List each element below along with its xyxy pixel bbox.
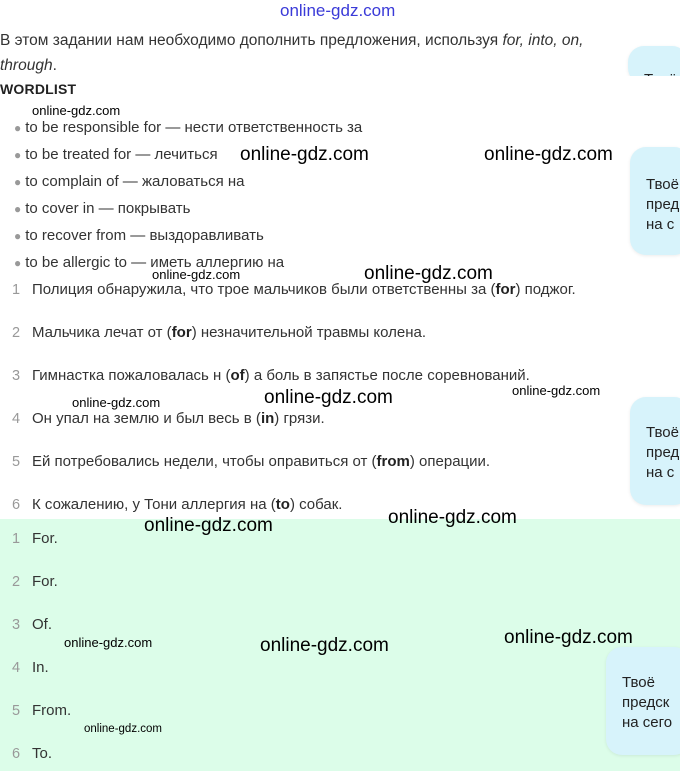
answer: For. [32,530,58,547]
bullet-icon: ● [14,229,22,243]
watermark: online-gdz.com [388,507,517,528]
sentence-number: 3 [12,368,21,384]
wordlist-item: ● to recover from — выздоравливать [14,227,264,244]
bubble-text: Твоё [622,674,655,691]
sentence-number: 5 [12,454,21,470]
answer: To. [32,745,53,762]
watermark: online-gdz.com [504,627,633,648]
sentence: Он упал на землю и был весь в (in) грязи. [32,410,325,427]
bullet-icon: ● [14,175,22,189]
bubble-text: Твоё [646,424,679,441]
watermark: online-gdz.com [32,103,121,118]
bubble-text: Твоё [646,176,679,193]
answer-number: 5 [12,703,21,719]
sentence: Мальчика лечат от (for) незначительной травмы колена. [32,324,427,341]
watermark: online-gdz.com [260,635,389,656]
answer-number: 4 [12,660,21,676]
watermark: online-gdz.com [72,395,161,410]
bubble-text: на с [646,216,675,233]
wordlist-item: ● to be responsible for — нести ответственность за [14,119,363,136]
answer: From. [32,702,72,719]
bubble-text: предск [622,694,670,711]
watermark: online-gdz.com [280,1,396,20]
sentence-answer: for [495,281,516,298]
answer-number: 3 [12,617,21,633]
bubble-text: на с [646,464,675,481]
answer: For. [32,573,58,590]
wordlist-item: ● to be treated for — лечиться [14,146,218,163]
sentence-number: 2 [12,325,21,341]
sentence-number: 6 [12,497,21,513]
watermark: online-gdz.com [144,515,273,536]
watermark: online-gdz.com [364,263,493,284]
wordlist-item: ● to cover in — покрывать [14,200,191,217]
sentence-number: 1 [12,282,21,298]
sentence-answer: to [275,496,290,513]
answer: In. [32,659,49,676]
sentence-answer: for [171,324,192,341]
watermark: online-gdz.com [240,144,369,165]
bullet-icon: ● [14,256,22,270]
watermark: online-gdz.com [64,635,153,650]
prediction-bubble[interactable] [606,647,680,755]
prediction-bubble[interactable] [630,397,680,505]
watermark: online-gdz.com [512,383,601,398]
answer-number: 1 [12,531,21,547]
watermark: online-gdz.com [484,144,613,165]
wordlist-title: WORDLIST [0,81,77,97]
bubble-text: пред [646,444,680,461]
wordlist-item: ● to complain of — жаловаться на [14,173,245,190]
wordlist-item: ● to be allergic to — иметь аллергию на [14,254,285,271]
sentence: Полиция обнаружила, что трое мальчиков были ответственны за (for) поджог. [32,281,576,298]
sentence-answer: from [376,453,410,470]
intro-text-after: . [52,57,57,74]
sentence: Ей потребовались недели, чтобы оправиться от (from) операции. [32,453,491,470]
intro-text-before: В этом задании нам необходимо дополнить предложения, используя [0,32,503,49]
sentence: Гимнастка пожаловалась н (of) а боль в запястье после соревнований. [32,367,530,384]
intro-words: for, into, on, through [0,32,584,74]
intro-text [0,28,625,78]
sentence-answer: in [260,410,275,427]
watermark: online-gdz.com [84,723,162,735]
bubble-text: пред [646,196,680,213]
answer-number: 6 [12,746,21,762]
sentence-answer: of [230,367,245,384]
watermark: online-gdz.com [152,267,241,282]
sentence: К сожалению, у Тони аллергия на (to) собак. [32,496,343,513]
bullet-icon: ● [14,121,22,135]
watermark: online-gdz.com [264,387,393,408]
sentence-number: 4 [12,411,21,427]
bullet-icon: ● [14,202,22,216]
bubble-text: на сего [622,714,673,731]
answer: Of. [32,616,53,633]
prediction-bubble[interactable] [630,147,680,255]
bullet-icon: ● [14,148,22,162]
answer-number: 2 [12,574,21,590]
